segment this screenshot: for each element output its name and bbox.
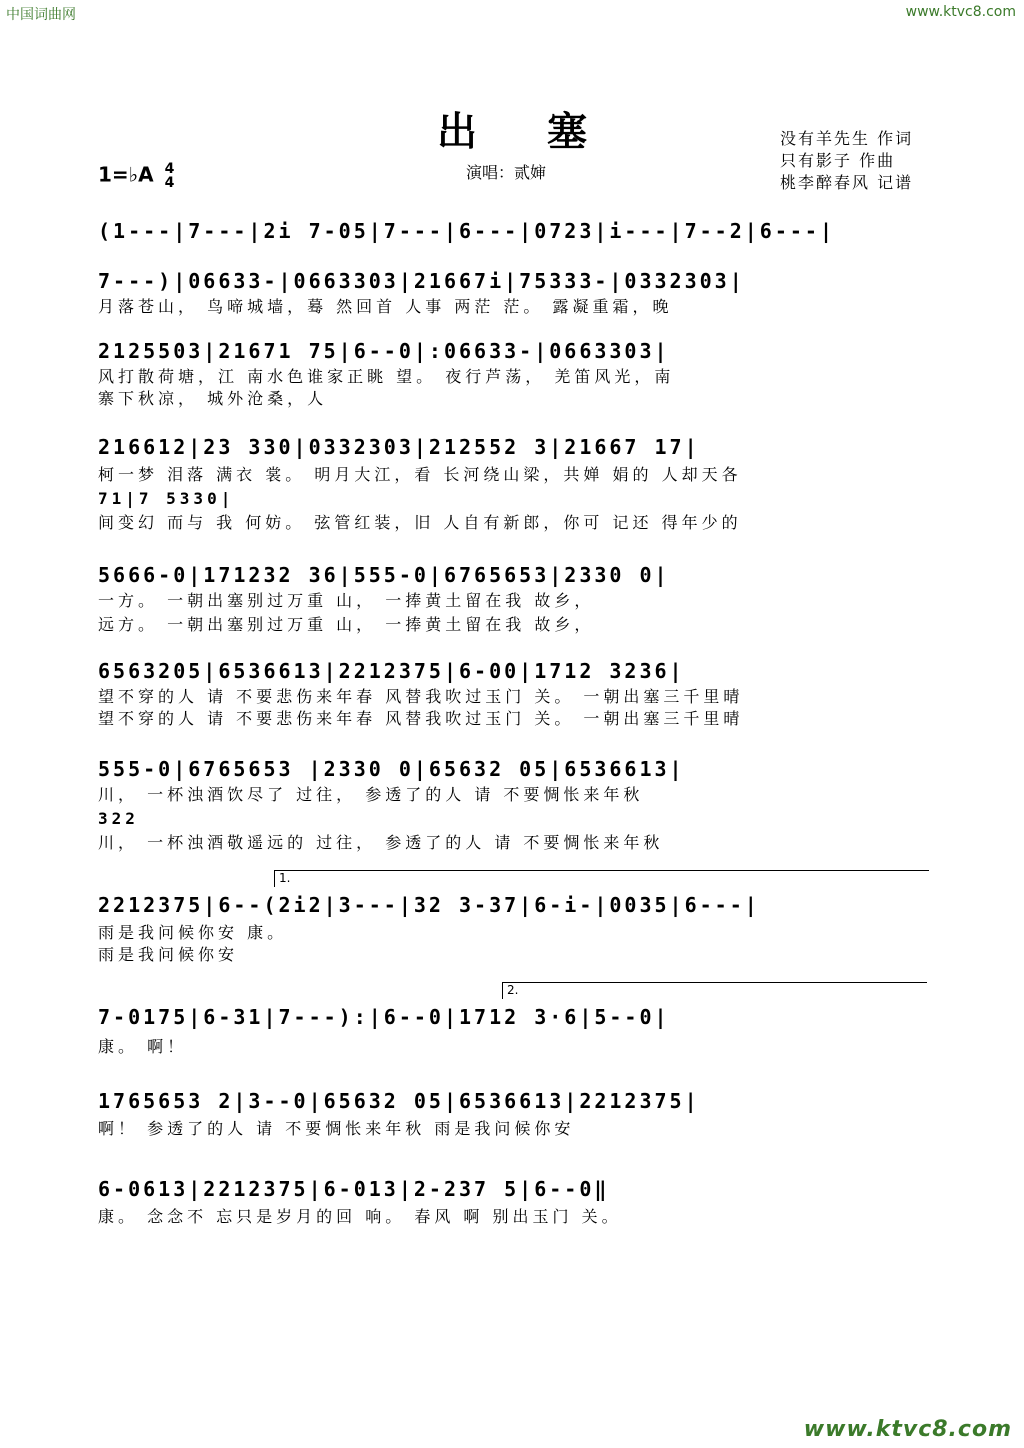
watermark-bottom-right: www.ktvc8.com <box>803 1417 1012 1442</box>
lyric-line: 康。 啊！ <box>98 1037 188 1056</box>
notation-line: 7---)|06633-|0663303|21667i|75333-|0332303| <box>98 269 745 293</box>
lyric-line: 月落苍山， 鸟啼城墙，蓦 然回首 人事 两茫 茫。 露凝重霜，晚 <box>98 297 673 316</box>
time-signature-bottom: 4 <box>164 175 175 191</box>
notation-line: 1765653 2|3--0|65632 05|6536613|2212375| <box>98 1089 700 1113</box>
time-signature <box>165 162 175 190</box>
transcriber-credit: 桃李醉春风 记谱 <box>780 173 914 192</box>
lyric-line: 风打散荷塘，江 南水色谁家正眺 望。 夜行芦荡， 羌笛风光，南 <box>98 367 675 386</box>
song-title: 出塞 <box>437 108 657 155</box>
notation-line: 2212375|6--(2i2|3---|32 3-37|6-i-|0035|6---| <box>98 893 760 917</box>
composer-credit: 只有影子 作曲 <box>780 151 896 170</box>
lyric-line: 寨下秋凉， 城外沧桑，人 <box>98 389 328 408</box>
score-system <box>98 432 930 538</box>
notation-line: 6563205|6536613|2212375|6-00|1712 3236| <box>98 659 685 683</box>
credits <box>780 128 913 194</box>
notation-line: (1---|7---|2i 7-05|7---|6---|0723|i---|7--2|6---| <box>98 219 836 243</box>
score-system <box>98 560 930 640</box>
singer: 演唱：贰婶 <box>466 163 547 182</box>
score-system <box>98 1174 930 1234</box>
key-label: 1=♭A <box>98 162 154 187</box>
score-system <box>98 870 930 970</box>
lyric-line: 望不穿的人 请 不要悲伤来年春 风替我吹过玉门 关。 一朝出塞三千里晴 <box>98 687 744 706</box>
watermark-top-left: 中国词曲网 <box>6 7 76 23</box>
alt-notation-line: 71|7 5330| <box>98 489 235 508</box>
lyric-line: 一方。 一朝出塞别过万重 山， 一捧黄土留在我 故乡， <box>98 591 595 610</box>
lyric-line: 川， 一杯浊酒饮尽了 过往， 参透了的人 请 不要惆怅来年秋 <box>98 785 644 804</box>
score-system <box>98 266 930 326</box>
lyric-line: 间变幻 而与 我 何妨。 弦管红装，旧 人自有新郎，你可 记还 得年少的 <box>98 513 742 532</box>
score-system <box>98 214 930 250</box>
score-system <box>98 754 930 858</box>
lyric-line: 柯一梦 泪落 满衣 裳。 明月大江，看 长河绕山梁，共婵 娟的 人却天各 <box>98 465 742 484</box>
score-system <box>98 982 930 1062</box>
lyric-line: 啊！ 参透了的人 请 不要惆怅来年秋 雨是我问候你安 <box>98 1119 575 1138</box>
lyric-line: 远方。 一朝出塞别过万重 山， 一捧黄土留在我 故乡， <box>98 615 595 634</box>
key-signature <box>98 162 174 190</box>
time-signature-top: 4 <box>164 161 175 177</box>
lyric-line: 川， 一杯浊酒敬遥远的 过往， 参透了的人 请 不要惆怅来年秋 <box>98 833 664 852</box>
lyricist-credit: 没有羊先生 作词 <box>780 129 914 148</box>
score-system <box>98 336 930 416</box>
volta-bracket-2: 2. <box>502 982 927 999</box>
lyric-line: 康。 念念不 忘只是岁月的回 响。 春风 啊 别出玉门 关。 <box>98 1207 622 1226</box>
notation-line: 5666-0|171232 36|555-0|6765653|2330 0| <box>98 563 670 587</box>
volta-bracket-1: 1. <box>274 870 929 887</box>
notation-line: 216612|23 330|0332303|212552 3|21667 17| <box>98 435 700 459</box>
lyric-line: 雨是我问候你安 康。 <box>98 923 288 942</box>
score-system <box>98 656 930 736</box>
notation-line: 555-0|6765653 |2330 0|65632 05|6536613| <box>98 757 685 781</box>
watermark-top-right: www.ktvc8.com <box>905 4 1016 20</box>
alt-notation-line: 322 <box>98 809 139 828</box>
lyric-line: 望不穿的人 请 不要悲伤来年春 风替我吹过玉门 关。 一朝出塞三千里晴 <box>98 709 744 728</box>
score-system <box>98 1086 930 1146</box>
notation-line: 7-0175|6-31|7---):|6--0|1712 3·6|5--0| <box>98 1005 670 1029</box>
notation-line: 6-0613|2212375|6-013|2-237 5|6--0‖ <box>98 1177 610 1201</box>
lyric-line: 雨是我问候你安 <box>98 945 239 964</box>
notation-line: 2125503|21671 75|6--0|:06633-|0663303| <box>98 339 670 363</box>
